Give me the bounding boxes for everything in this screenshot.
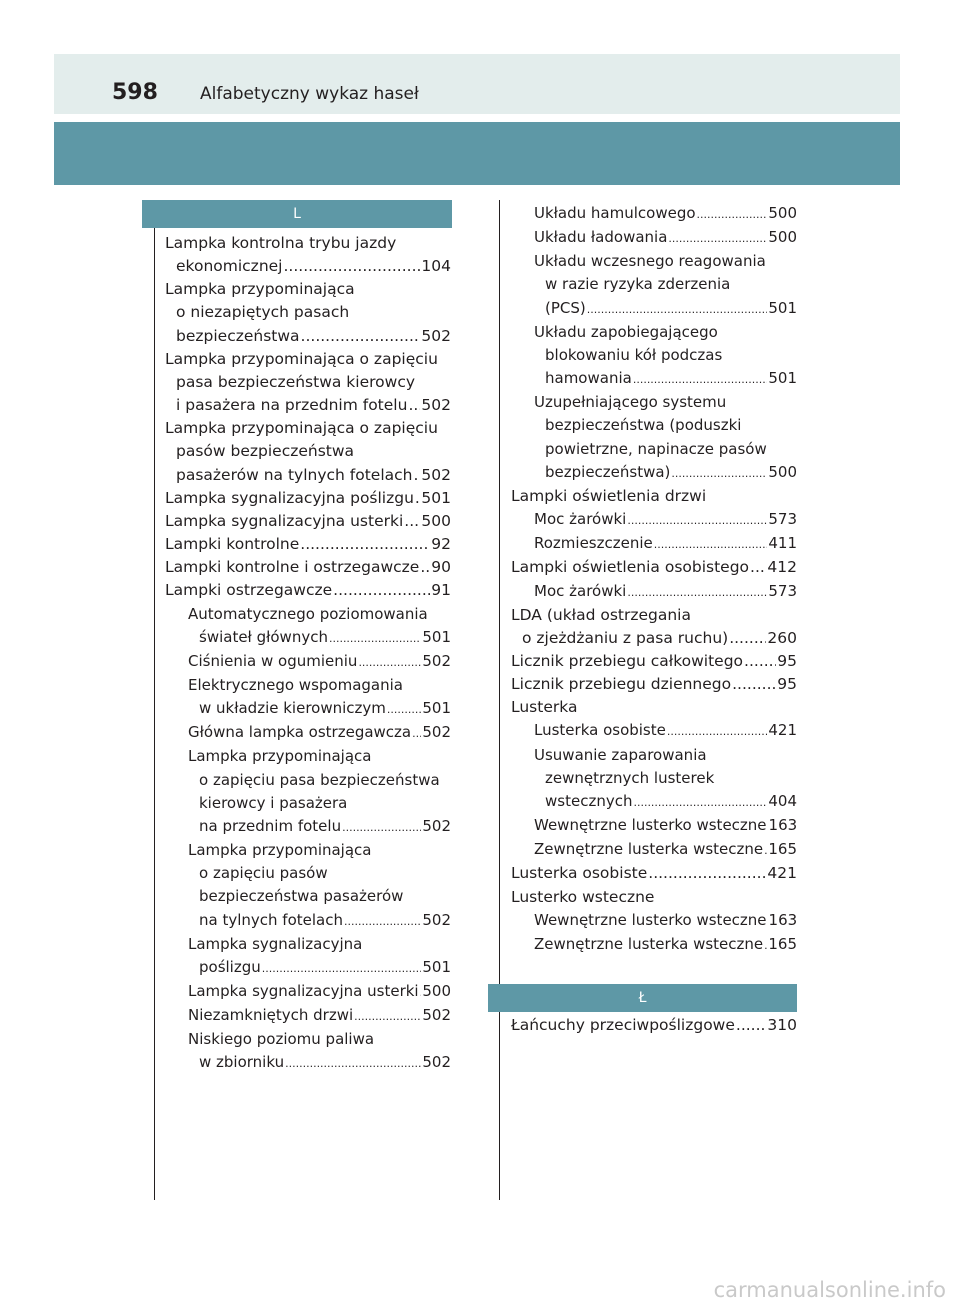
index-entry-final-line [511, 673, 797, 696]
dot-leader [420, 556, 430, 579]
index-entry-text: Lampka sygnalizacyjna usterki [188, 982, 419, 1000]
index-entry-final-line [511, 886, 797, 909]
index-entry [511, 580, 797, 604]
index-page-number[interactable]: 90 [431, 558, 451, 577]
index-entry-text: świateł głównych [199, 627, 328, 646]
index-entry-line: Układu zapobiegającego [534, 322, 718, 341]
dot-leader [262, 956, 422, 980]
dot-leader [415, 487, 420, 510]
index-entry-line: blokowaniu kół podczas [545, 345, 723, 364]
index-entry [511, 719, 797, 743]
index-entry [511, 508, 797, 532]
index-entry-text: Układu hamulcowego [534, 204, 696, 222]
index-entry-line: Lampka przypominająca [188, 841, 372, 860]
watermark: carmanualsonline.info [713, 1278, 946, 1302]
index-entry [511, 814, 797, 838]
index-entry-final-line [165, 909, 451, 933]
index-entry-final-line [165, 325, 451, 348]
dot-leader [697, 202, 768, 226]
dot-leader [329, 626, 421, 650]
index-entry-line: Lampka przypominająca [188, 747, 372, 766]
index-page-number[interactable]: 501 [768, 369, 797, 388]
index-entry-text: Moc żarówki [534, 581, 627, 600]
index-entry-text: Lampki kontrolne [165, 535, 300, 554]
dot-leader [732, 673, 776, 696]
index-entry-final-line [165, 956, 451, 980]
index-entry-final-line [511, 367, 797, 391]
index-page-number[interactable]: 501 [422, 699, 451, 718]
dot-leader [736, 1014, 767, 1037]
index-entry-line: Lampka przypominająca o zapięciu [165, 349, 438, 368]
dot-leader [744, 650, 776, 673]
index-page-number[interactable]: 411 [768, 534, 797, 553]
index-page-number[interactable]: 502 [422, 910, 451, 929]
dot-leader [648, 862, 766, 885]
index-entry-final-line [511, 814, 797, 838]
index-entry-line: Automatycznego poziomowania [188, 604, 428, 623]
header-color-band [54, 122, 900, 185]
index-entry-final-line [165, 721, 451, 745]
index-entry [165, 556, 451, 579]
dot-leader [764, 838, 767, 862]
index-page-number[interactable]: 573 [768, 581, 797, 600]
index-entry [165, 417, 451, 486]
index-entry-final-line [511, 838, 797, 862]
index-entry-final-line [165, 394, 451, 417]
index-entry [165, 510, 451, 533]
index-page-number[interactable]: 404 [768, 791, 797, 810]
dot-leader [654, 532, 768, 556]
index-entry [511, 226, 797, 250]
index-page-number[interactable]: 501 [422, 627, 451, 646]
index-entry [511, 485, 797, 508]
index-entry [511, 673, 797, 696]
index-entry-final-line [511, 696, 797, 719]
index-entry-final-line [511, 297, 797, 321]
index-entry-text: w układzie kierowniczym [199, 699, 386, 718]
index-page-number[interactable]: 163 [768, 910, 798, 929]
index-entry-line: powietrzne, napinacze pasów [545, 439, 767, 458]
index-entry-final-line [165, 697, 451, 721]
index-entry [165, 487, 451, 510]
index-entry [165, 579, 451, 602]
index-entry-text: Rozmieszczenie [534, 534, 653, 553]
index-entry-text: hamowania [545, 369, 632, 388]
index-entry [511, 250, 797, 320]
index-entry-final-line [511, 580, 797, 604]
index-entry [165, 650, 451, 674]
index-entry-text: na przednim fotelu [199, 816, 342, 835]
dot-leader [413, 464, 420, 487]
index-entry-line: Lampka przypominająca [165, 280, 355, 299]
index-entry-line: Lampka kontrolna trybu jazdy [165, 234, 397, 252]
dot-leader [412, 721, 421, 745]
index-entry [511, 202, 797, 226]
index-entry-line: w razie ryzyka zderzenia [545, 275, 731, 294]
index-entry-text: Wewnętrzne lusterko wsteczne [534, 910, 767, 929]
index-entry-final-line [511, 461, 797, 485]
index-entry [511, 838, 797, 862]
dot-leader [668, 226, 767, 250]
section-header-l: L [142, 200, 452, 228]
index-entry [165, 980, 451, 1004]
index-page-number[interactable]: 104 [421, 257, 451, 276]
dot-leader [408, 394, 420, 417]
index-entry-final-line [165, 980, 451, 1004]
index-entry-final-line [165, 255, 451, 278]
index-entry-text: Moc żarówki [534, 510, 627, 529]
index-page-number[interactable]: 500 [768, 228, 797, 247]
index-entry-text: na tylnych fotelach [199, 910, 343, 929]
index-page-number[interactable]: 501 [421, 488, 451, 507]
index-entry [511, 650, 797, 673]
index-entry-line: Usuwanie zaparowania [534, 745, 707, 764]
index-entry-final-line [165, 815, 451, 839]
index-entry-final-line [165, 533, 451, 556]
index-entry-text: Układu ładowania [534, 228, 668, 247]
left-column-rule [154, 228, 155, 1200]
index-entry [165, 533, 451, 556]
index-page-number[interactable]: 412 [767, 558, 797, 577]
dot-leader [729, 627, 766, 650]
index-entry-text: Główna lampka ostrzegawcza [188, 723, 412, 742]
index-entry-text: wstecznych [545, 791, 633, 810]
index-entry [511, 1014, 797, 1037]
index-entry-line: Elektrycznego wspomagania [188, 675, 403, 694]
dot-leader [420, 980, 422, 1004]
index-entry-final-line [511, 627, 797, 650]
index-entry [511, 744, 797, 814]
index-entry [511, 604, 797, 650]
index-page-number[interactable]: 91 [431, 581, 451, 600]
index-entry-text: Licznik przebiegu dziennego [511, 675, 732, 694]
index-entry-text: Niezamkniętych drzwi [188, 1006, 354, 1025]
index-entry-line: pasów bezpieczeństwa [176, 442, 355, 461]
index-entry-final-line [511, 202, 797, 226]
index-page-number[interactable]: 502 [421, 326, 451, 345]
index-page-number[interactable]: 502 [422, 1053, 451, 1072]
index-entry [165, 674, 451, 721]
dot-leader [342, 815, 421, 839]
index-entry-line: Uzupełniającego systemu [534, 393, 727, 412]
index-entry-text: w zbiorniku [199, 1053, 285, 1072]
right-index-column [511, 202, 797, 957]
index-page-number[interactable]: 500 [768, 462, 797, 481]
index-entry-text: Lusterka [511, 698, 578, 717]
index-entry-text: Lampki oświetlenia osobistego [511, 558, 750, 577]
index-page-number[interactable]: 500 [768, 204, 797, 222]
index-entry [165, 348, 451, 417]
index-entry-line: kierowcy i pasażera [199, 793, 348, 812]
dot-leader [750, 556, 766, 579]
index-entry [165, 232, 451, 278]
index-entry [165, 721, 451, 745]
index-page-number[interactable]: 500 [422, 982, 451, 1000]
dot-leader [587, 297, 768, 321]
index-entry-line: pasa bezpieczeństwa kierowcy [176, 372, 416, 391]
index-entry [511, 886, 797, 909]
index-page-number[interactable]: 500 [421, 511, 451, 530]
index-entry-text: Lampka sygnalizacyjna poślizgu [165, 488, 414, 507]
index-entry-final-line [511, 556, 797, 579]
index-entry [511, 532, 797, 556]
dot-leader [285, 1051, 421, 1075]
index-entry [511, 556, 797, 579]
index-page-number[interactable]: 421 [768, 721, 797, 740]
dot-leader [633, 790, 767, 814]
index-entry-line: Lampka przypominająca o zapięciu [165, 419, 438, 438]
index-page-number[interactable]: 502 [421, 465, 451, 484]
index-page-number[interactable]: 163 [768, 816, 798, 835]
index-entry [511, 321, 797, 391]
index-entry-line: Układu wczesnego reagowania [534, 252, 766, 271]
index-entry-final-line [165, 487, 451, 510]
index-page-number[interactable]: 95 [777, 675, 797, 694]
index-entry [165, 603, 451, 650]
index-entry-line: o zapięciu pasów [199, 864, 328, 883]
page-number: 598 [112, 80, 158, 105]
index-entry-text: Lampki ostrzegawcze [165, 581, 333, 600]
index-entry-final-line [165, 1051, 451, 1075]
dot-leader [300, 533, 430, 556]
index-entry-text: Zewnętrzne lusterka wsteczne [534, 840, 764, 859]
index-page-number[interactable]: 502 [421, 396, 451, 415]
index-entry-line: Niskiego poziomu paliwa [188, 1030, 375, 1049]
index-entry [511, 909, 797, 933]
index-entry [511, 862, 797, 885]
index-page-number[interactable]: 502 [422, 723, 451, 742]
index-entry-final-line [511, 532, 797, 556]
index-entry-text: (PCS) [545, 298, 586, 317]
index-entry-text: Zewnętrzne lusterka wsteczne [534, 934, 764, 953]
index-entry-text: pasażerów na tylnych fotelach [176, 465, 413, 484]
index-entry-final-line [511, 508, 797, 532]
index-page-number[interactable]: 502 [422, 816, 451, 835]
index-entry-final-line [511, 790, 797, 814]
index-page-number[interactable]: 95 [777, 651, 797, 670]
dot-leader [633, 367, 768, 391]
index-page-number[interactable]: 502 [422, 651, 451, 670]
index-entry-text: bezpieczeństwa) [545, 462, 671, 481]
index-entry [165, 933, 451, 980]
dot-leader [283, 255, 420, 278]
index-entry-final-line [511, 862, 797, 885]
index-entry-text: Ciśnienia w ogumieniu [188, 651, 358, 670]
index-page-number[interactable]: 421 [767, 864, 797, 883]
index-entry-text: Wewnętrzne lusterko wsteczne [534, 816, 767, 835]
left-index-column [165, 232, 451, 1076]
index-entry-line: o zapięciu pasa bezpieczeństwa [199, 770, 440, 789]
index-entry-text: bezpieczeństwa [176, 326, 300, 345]
index-page-number[interactable]: 501 [768, 298, 797, 317]
index-page-number[interactable]: 260 [767, 628, 797, 647]
index-entry-line: zewnętrznych lusterek [545, 768, 715, 787]
dot-leader [627, 508, 767, 532]
dot-leader [764, 933, 767, 957]
index-entry-final-line [511, 226, 797, 250]
index-page-number[interactable]: 501 [422, 957, 451, 976]
index-entry [165, 278, 451, 347]
index-entry-final-line [511, 485, 797, 508]
index-entry-final-line [165, 510, 451, 533]
index-entry-line: bezpieczeństwa pasażerów [199, 887, 404, 906]
index-entry-text: o zjeżdżaniu z pasa ruchu) [522, 628, 729, 647]
index-entry-text: Lusterka osobiste [534, 721, 666, 740]
index-entry [165, 1004, 451, 1028]
index-entry [165, 745, 451, 839]
index-entry-text: poślizgu [199, 957, 261, 976]
index-entry-final-line [165, 626, 451, 650]
index-entry-final-line [511, 650, 797, 673]
index-entry-text: ekonomicznej [176, 257, 283, 276]
dot-leader [354, 1004, 421, 1028]
index-entry-final-line [165, 1004, 451, 1028]
index-entry-final-line [165, 650, 451, 674]
index-entry-text: Lampki kontrolne i ostrzegawcze [165, 558, 420, 577]
dot-leader [387, 697, 421, 721]
right-column-rule [499, 200, 500, 1200]
index-entry-final-line [511, 1014, 797, 1037]
index-entry-text: Lusterka osobiste [511, 864, 648, 883]
index-entry-text: Lampki oświetlenia drzwi [511, 486, 707, 505]
index-page-number[interactable]: 310 [767, 1016, 797, 1034]
index-page-number[interactable]: 92 [431, 535, 451, 554]
index-page-number[interactable]: 165 [768, 840, 797, 859]
index-entry [511, 391, 797, 485]
index-entry-text: Lusterko wsteczne [511, 887, 655, 906]
index-entry-line: bezpieczeństwa (poduszki [545, 416, 742, 435]
index-entry-text: Łańcuchy przeciwpoślizgowe [511, 1016, 735, 1034]
index-entry [165, 839, 451, 933]
index-entry [165, 1028, 451, 1075]
section-header-l-stroke: Ł [488, 984, 797, 1012]
index-entry-final-line [511, 909, 797, 933]
dot-leader [344, 909, 421, 933]
right-index-column-l2 [511, 1014, 797, 1037]
dot-leader [671, 461, 767, 485]
index-entry-final-line [165, 579, 451, 602]
index-entry-final-line [511, 719, 797, 743]
index-entry-line: o niezapiętych pasach [176, 303, 350, 322]
dot-leader [333, 579, 430, 602]
index-page-number[interactable]: 502 [422, 1006, 451, 1025]
page-title: Alfabetyczny wykaz haseł [200, 84, 419, 104]
index-entry-text: Lampka sygnalizacyjna usterki [165, 511, 404, 530]
index-page-number[interactable]: 573 [768, 510, 797, 529]
dot-leader [627, 580, 767, 604]
index-entry-line: LDA (układ ostrzegania [511, 605, 691, 624]
dot-leader [404, 510, 420, 533]
index-entry-final-line [165, 464, 451, 487]
dot-leader [667, 719, 768, 743]
index-entry-final-line [511, 933, 797, 957]
index-entry-final-line [165, 556, 451, 579]
index-entry [511, 696, 797, 719]
index-entry-text: Licznik przebiegu całkowitego [511, 651, 744, 670]
index-page-number[interactable]: 165 [768, 934, 797, 953]
index-entry [511, 933, 797, 957]
header-top-band [54, 54, 900, 114]
dot-leader [301, 325, 421, 348]
index-entry-text: i pasażera na przednim fotelu [176, 396, 408, 415]
dot-leader [358, 650, 421, 674]
index-entry-line: Lampka sygnalizacyjna [188, 934, 363, 953]
